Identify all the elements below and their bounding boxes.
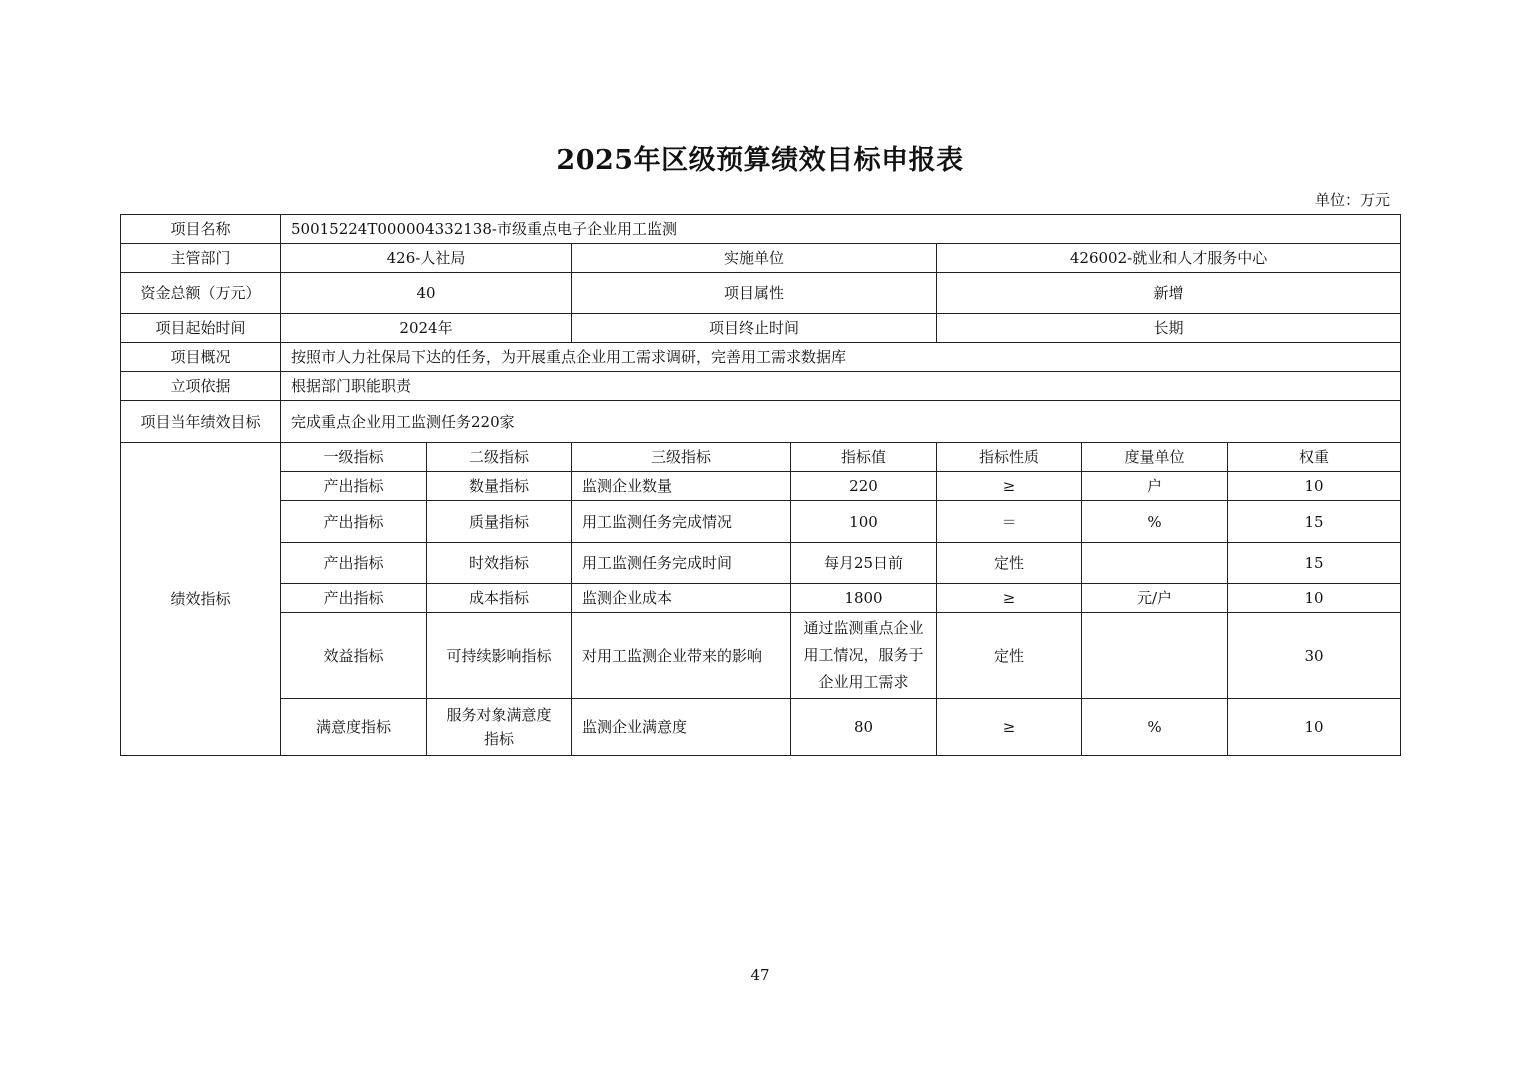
weight-cell: 10: [1228, 584, 1401, 613]
unit-cell: %: [1082, 699, 1228, 756]
level3-cell: 对用工监测企业带来的影响: [572, 613, 791, 699]
header-level2: 二级指标: [427, 443, 572, 472]
level2-cell: 服务对象满意度指标: [427, 699, 572, 756]
level1-cell: 产出指标: [281, 543, 427, 584]
indicator-header-row: [121, 443, 1401, 472]
dept-label: 主管部门: [121, 244, 281, 273]
project-name-label: 项目名称: [121, 215, 281, 244]
level2-cell: 时效指标: [427, 543, 572, 584]
level1-cell: 产出指标: [281, 501, 427, 543]
impl-unit-label: 实施单位: [572, 244, 937, 273]
value-cell: 100: [791, 501, 937, 543]
header-value: 指标值: [791, 443, 937, 472]
row-fund: [121, 273, 1401, 314]
unit-cell: [1082, 613, 1228, 699]
page-number: 47: [750, 966, 770, 984]
unit-cell: 户: [1082, 472, 1228, 501]
nature-cell: ＝: [937, 501, 1082, 543]
fund-total-value: 40: [281, 273, 572, 314]
dept-value: 426-人社局: [281, 244, 572, 273]
level2-cell: 质量指标: [427, 501, 572, 543]
weight-cell: 15: [1228, 501, 1401, 543]
header-level3: 三级指标: [572, 443, 791, 472]
weight-cell: 10: [1228, 699, 1401, 756]
goal-label: 项目当年绩效目标: [121, 401, 281, 443]
indicator-row: [121, 543, 1401, 584]
page-title: 2025年区级预算绩效目标申报表: [556, 145, 964, 176]
unit-cell: [1082, 543, 1228, 584]
row-project-name: [121, 215, 1401, 244]
level3-cell: 监测企业数量: [572, 472, 791, 501]
weight-cell: 10: [1228, 472, 1401, 501]
indicator-row: [121, 472, 1401, 501]
value-cell: 每月25日前: [791, 543, 937, 584]
nature-cell: ≥: [937, 699, 1082, 756]
indicator-row: [121, 613, 1401, 699]
row-basis: [121, 372, 1401, 401]
overview-label: 项目概况: [121, 343, 281, 372]
attribute-label: 项目属性: [572, 273, 937, 314]
unit-cell: 元/户: [1082, 584, 1228, 613]
nature-cell: ≥: [937, 584, 1082, 613]
value-cell: 1800: [791, 584, 937, 613]
unit-cell: %: [1082, 501, 1228, 543]
level1-cell: 产出指标: [281, 584, 427, 613]
attribute-value: 新增: [937, 273, 1401, 314]
budget-report-table: [120, 214, 1401, 756]
header-weight: 权重: [1228, 443, 1401, 472]
impl-unit-value: 426002-就业和人才服务中心: [937, 244, 1401, 273]
row-overview: [121, 343, 1401, 372]
value-cell: 80: [791, 699, 937, 756]
level1-cell: 产出指标: [281, 472, 427, 501]
value-cell: 220: [791, 472, 937, 501]
level3-cell: 用工监测任务完成时间: [572, 543, 791, 584]
nature-cell: ≥: [937, 472, 1082, 501]
overview-value: 按照市人力社保局下达的任务，为开展重点企业用工需求调研，完善用工需求数据库: [281, 343, 1401, 372]
value-cell: 通过监测重点企业用工情况，服务于企业用工需求: [791, 613, 937, 699]
nature-cell: 定性: [937, 543, 1082, 584]
end-label: 项目终止时间: [572, 314, 937, 343]
indicator-row: [121, 501, 1401, 543]
start-value: 2024年: [281, 314, 572, 343]
basis-value: 根据部门职能职责: [281, 372, 1401, 401]
indicator-row: [121, 699, 1401, 756]
level2-cell: 成本指标: [427, 584, 572, 613]
fund-total-label: 资金总额（万元）: [121, 273, 281, 314]
basis-label: 立项依据: [121, 372, 281, 401]
start-label: 项目起始时间: [121, 314, 281, 343]
header-nature: 指标性质: [937, 443, 1082, 472]
level3-cell: 监测企业满意度: [572, 699, 791, 756]
weight-cell: 15: [1228, 543, 1401, 584]
header-unit: 度量单位: [1082, 443, 1228, 472]
unit-label: 单位：万元: [1314, 191, 1390, 209]
header-level1: 一级指标: [281, 443, 427, 472]
indicators-section-label: 绩效指标: [121, 443, 281, 756]
nature-cell: 定性: [937, 613, 1082, 699]
project-name-value: 50015224T000004332138-市级重点电子企业用工监测: [281, 215, 1401, 244]
level1-cell: 满意度指标: [281, 699, 427, 756]
level2-cell: 数量指标: [427, 472, 572, 501]
level1-cell: 效益指标: [281, 613, 427, 699]
row-department: [121, 244, 1401, 273]
level2-cell: 可持续影响指标: [427, 613, 572, 699]
row-period: [121, 314, 1401, 343]
end-value: 长期: [937, 314, 1401, 343]
level3-cell: 监测企业成本: [572, 584, 791, 613]
indicator-row: [121, 584, 1401, 613]
weight-cell: 30: [1228, 613, 1401, 699]
level3-cell: 用工监测任务完成情况: [572, 501, 791, 543]
goal-value: 完成重点企业用工监测任务220家: [281, 401, 1401, 443]
row-goal: [121, 401, 1401, 443]
